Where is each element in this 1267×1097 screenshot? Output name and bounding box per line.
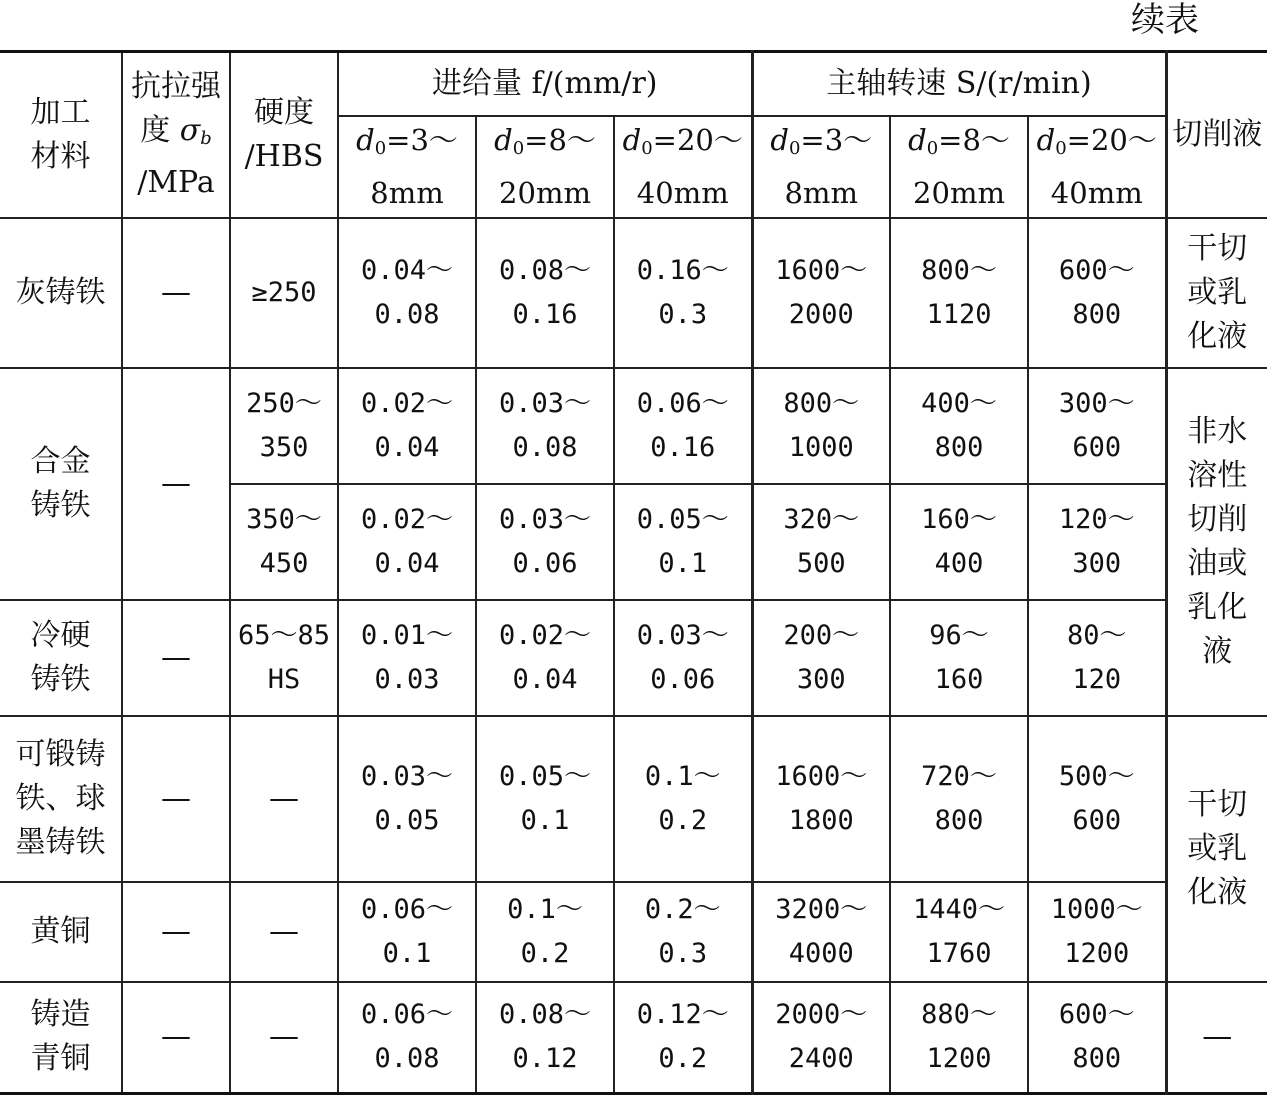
cell-feed: 0.16～ 0.3 xyxy=(614,218,752,368)
cell-feed: 0.03～ 0.05 xyxy=(338,716,476,882)
cell-hardness: 250～ 350 xyxy=(230,368,338,484)
table-row xyxy=(0,218,1267,368)
cell-hardness: 350～ 450 xyxy=(230,484,338,600)
cell-feed: 0.02～ 0.04 xyxy=(338,368,476,484)
cell-strength: — xyxy=(122,368,230,600)
header-strength: 抗拉强 度 $\sigma_b$ /MPa xyxy=(122,52,230,218)
cell-speed: 300～ 600 xyxy=(1028,368,1166,484)
table-row xyxy=(0,600,1267,716)
cell-hardness: — xyxy=(230,716,338,882)
cell-speed: 500～ 600 xyxy=(1028,716,1166,882)
cell-feed: 0.02～ 0.04 xyxy=(476,600,614,716)
cell-speed: 880～ 1200 xyxy=(890,982,1028,1094)
cell-speed: 2000～ 2400 xyxy=(752,982,890,1094)
header-d-range: $d_0=3\sim$ 8mm xyxy=(338,116,476,218)
cell-speed: 600～ 800 xyxy=(1028,982,1166,1094)
cell-feed: 0.03～ 0.08 xyxy=(476,368,614,484)
cell-speed: 800～ 1000 xyxy=(752,368,890,484)
cell-speed: 96～ 160 xyxy=(890,600,1028,716)
header-material: 加工 材料 xyxy=(0,52,122,218)
cell-material: 冷硬 铸铁 xyxy=(0,600,122,716)
cell-coolant: — xyxy=(1166,982,1267,1094)
cell-speed: 1600～ 2000 xyxy=(752,218,890,368)
cell-speed: 600～ 800 xyxy=(1028,218,1166,368)
cell-speed: 80～ 120 xyxy=(1028,600,1166,716)
cell-feed: 0.06～ 0.08 xyxy=(338,982,476,1094)
cell-speed: 720～ 800 xyxy=(890,716,1028,882)
cell-speed: 1440～ 1760 xyxy=(890,882,1028,982)
cell-coolant: 干切 或乳 化液 xyxy=(1166,716,1267,982)
cell-material: 合金 铸铁 xyxy=(0,368,122,600)
cell-hardness: — xyxy=(230,882,338,982)
table-row xyxy=(0,882,1267,982)
cell-feed: 0.05～ 0.1 xyxy=(476,716,614,882)
cell-speed: 400～ 800 xyxy=(890,368,1028,484)
cell-strength: — xyxy=(122,882,230,982)
cell-material: 黄铜 xyxy=(0,882,122,982)
cell-hardness: — xyxy=(230,982,338,1094)
cell-strength: — xyxy=(122,218,230,368)
table-caption: 续表 xyxy=(1131,0,1199,40)
cell-feed: 0.05～ 0.1 xyxy=(614,484,752,600)
cell-hardness: ≥250 xyxy=(230,218,338,368)
cell-feed: 0.12～ 0.2 xyxy=(614,982,752,1094)
header-hardness: 硬度 /HBS xyxy=(230,52,338,218)
cell-feed: 0.1～ 0.2 xyxy=(476,882,614,982)
cell-material: 灰铸铁 xyxy=(0,218,122,368)
cell-feed: 0.03～ 0.06 xyxy=(476,484,614,600)
header-d-range: $d_0=3\sim$ 8mm xyxy=(752,116,890,218)
cell-strength: — xyxy=(122,600,230,716)
cell-feed: 0.1～ 0.2 xyxy=(614,716,752,882)
header-feed-group: 进给量 f/(mm/r) xyxy=(338,52,752,116)
cell-hardness: 65～85 HS xyxy=(230,600,338,716)
cell-feed: 0.02～ 0.04 xyxy=(338,484,476,600)
cell-speed: 160～ 400 xyxy=(890,484,1028,600)
cell-speed: 200～ 300 xyxy=(752,600,890,716)
cell-speed: 120～ 300 xyxy=(1028,484,1166,600)
cell-strength: — xyxy=(122,982,230,1094)
cell-speed: 1000～ 1200 xyxy=(1028,882,1166,982)
header-d-range: $d_0=8\sim$ 20mm xyxy=(476,116,614,218)
cell-feed: 0.08～ 0.16 xyxy=(476,218,614,368)
cell-feed: 0.06～ 0.16 xyxy=(614,368,752,484)
cell-coolant: 干切 或乳 化液 xyxy=(1166,218,1267,368)
table-row xyxy=(0,982,1267,1094)
cell-feed: 0.08～ 0.12 xyxy=(476,982,614,1094)
cell-feed: 0.03～ 0.06 xyxy=(614,600,752,716)
drilling-parameters-table xyxy=(0,50,1267,1095)
header-speed-group: 主轴转速 S/(r/min) xyxy=(752,52,1166,116)
cell-speed: 320～ 500 xyxy=(752,484,890,600)
cell-speed: 1600～ 1800 xyxy=(752,716,890,882)
cell-feed: 0.01～ 0.03 xyxy=(338,600,476,716)
cell-strength: — xyxy=(122,716,230,882)
cell-feed: 0.04～ 0.08 xyxy=(338,218,476,368)
cell-feed: 0.2～ 0.3 xyxy=(614,882,752,982)
header-d-range: $d_0=20\sim$ 40mm xyxy=(614,116,752,218)
cell-speed: 3200～ 4000 xyxy=(752,882,890,982)
header-d-range: $d_0=8\sim$ 20mm xyxy=(890,116,1028,218)
cell-coolant: 非水 溶性 切削 油或 乳化 液 xyxy=(1166,368,1267,716)
header-d-range: $d_0=20\sim$ 40mm xyxy=(1028,116,1166,218)
cell-material: 可锻铸 铁、球 墨铸铁 xyxy=(0,716,122,882)
table-row xyxy=(0,368,1267,484)
cell-material: 铸造 青铜 xyxy=(0,982,122,1094)
table-row xyxy=(0,716,1267,882)
cell-speed: 800～ 1120 xyxy=(890,218,1028,368)
header-coolant: 切削液 xyxy=(1166,52,1267,218)
cell-feed: 0.06～ 0.1 xyxy=(338,882,476,982)
